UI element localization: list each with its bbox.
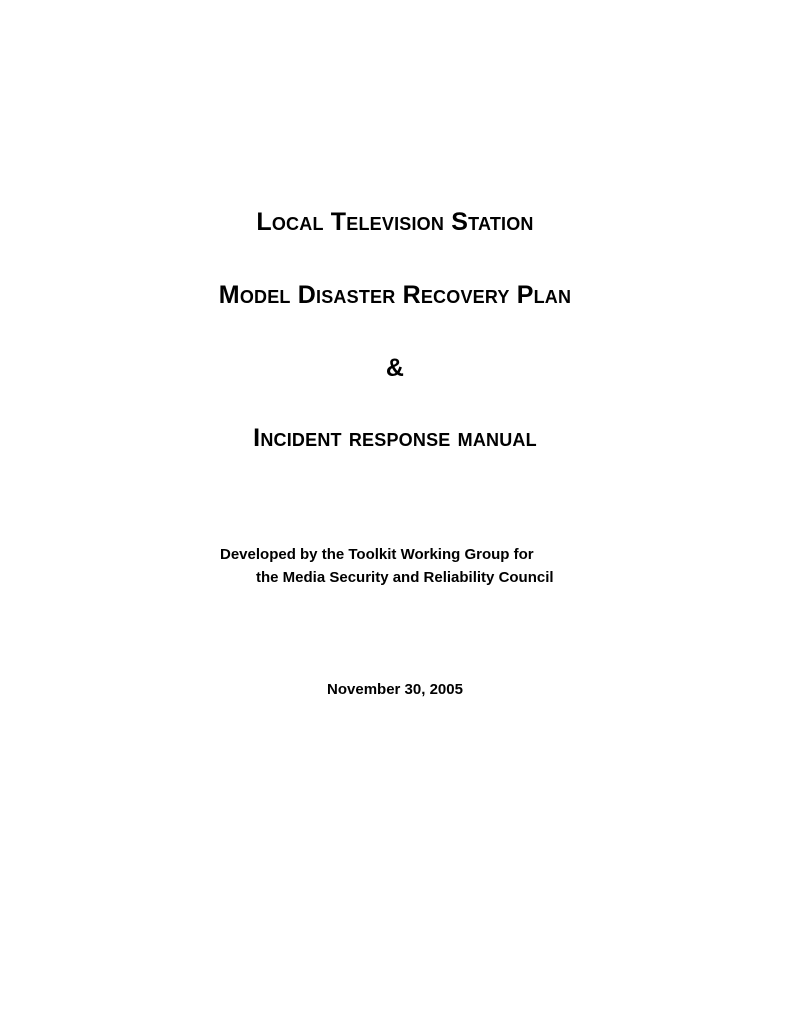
- title-line-ampersand: &: [385, 354, 405, 382]
- credit-line-council: the Media Security and Reliability Council: [256, 569, 554, 586]
- title-line-plan: Model Disaster Recovery Plan: [218, 281, 572, 309]
- title-line-manual: Incident response manual: [253, 424, 537, 452]
- credit-line-developer: Developed by the Toolkit Working Group for: [220, 546, 534, 563]
- document-date: November 30, 2005: [327, 681, 463, 698]
- title-line-station: Local Television Station: [256, 208, 534, 236]
